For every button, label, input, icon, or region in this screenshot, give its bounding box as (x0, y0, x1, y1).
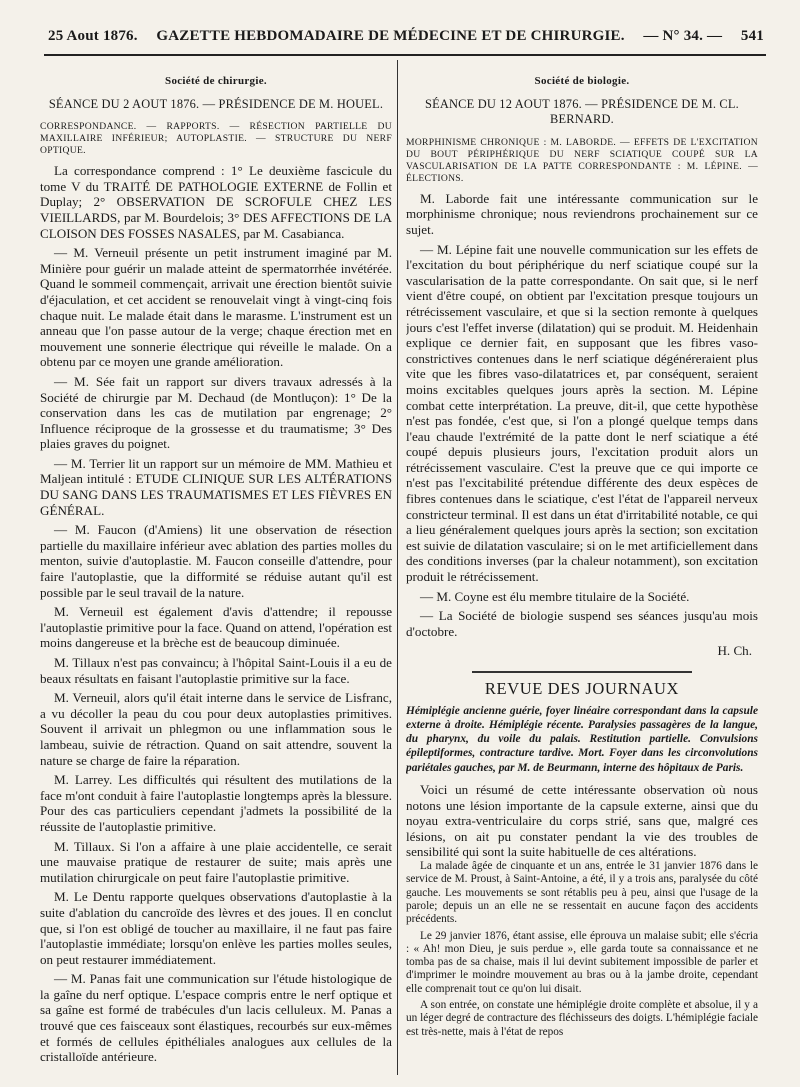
left-column (40, 64, 392, 1074)
paragraph: M. Larrey. Les difficultés qui résultent des mutilations de la face m'ont conduit à faire l'autoplastie longtemps après la blessure. Pour des cas particuliers cependant j'admets la possibilité de la réussite de l'autoplastie primitive. (40, 772, 392, 834)
case-paragraph: La malade âgée de cinquante et un ans, entrée le 31 janvier 1876 dans le service de M. Proust, à Saint-Antoine, a été, il y a trois ans, paralysée du côté gauche. Les mouvements se sont rétablis peu à peu, ainsi que l'usage de la parole; depuis un an elle ne se ressentait en aucune façon des accidents précédents. (406, 860, 758, 926)
case-paragraph: Le 29 janvier 1876, étant assise, elle éprouva un malaise subit; elle s'écria : « Ah! mon Dieu, je suis perdue », elle garda toute sa connaissance et ne tomba pas de sa chaise, mais il lui devint subitement impossible de parler et d'imprimer le moindre mouvement au bras ou à la jambe droite, cependant elle comprenait tout ce qu'on lui disait. (406, 929, 758, 995)
paragraph: M. Le Dentu rapporte quelques observations d'autoplastie à la suite d'ablation du cancroïde des lèvres et des joues. Il en conclut que, si l'on est obligé de toucher au maxillaire, il ne faut pas faire l'autoplastie immédiate; lorsqu'on enlève les parties molles seules, on peut restaurer immédiatement. (40, 889, 392, 967)
paragraph: M. Verneuil, alors qu'il était interne dans le service de Lisfranc, a vu décoller la peau du cou pour deux autoplasties primitives. Souvent il arrivait un phlegmon ou une inflammation sous le lambeau, suivie de rétraction. Quand on sait attendre, souvent la nature se charge de faire la réparation. (40, 690, 392, 768)
header-title: GAZETTE HEBDOMADAIRE DE MÉDECINE ET DE CHIRURGIE. (156, 28, 625, 44)
case-paragraph: A son entrée, on constate une hémiplégie droite complète et absolue, il y a un léger degré de contracture des fléchisseurs des doigts. L'hémiplégie faciale est très-nette, mais à l'état de repos (406, 999, 758, 1038)
header-page-number: 541 (740, 28, 764, 44)
page-header (48, 28, 764, 52)
seance-line-chirurgie: SÉANCE DU 2 AOUT 1876. — PRÉSIDENCE DE M. HOUEL. (48, 96, 384, 111)
column-divider (397, 60, 398, 1075)
paragraph: — M. Terrier lit un rapport sur un mémoire de MM. Mathieu et Maljean intitulé : ETUDE CLINIQUE SUR LES ALTÉRATIONS DU SANG DANS LES TRAUMATISMES ET LES FIÈVRES EN GÉNÉRAL. (40, 455, 392, 518)
header-date: 25 Aout 1876. (48, 28, 138, 44)
paragraph: M. Tillaux n'est pas convaincu; à l'hôpital Saint-Louis il a eu de beaux résultats en faisant l'autoplastie primitive sur la face. (40, 655, 392, 686)
section-title-chirurgie: Société de chirurgie. (165, 75, 267, 87)
signature: H. Ch. (717, 643, 752, 659)
paragraph: — M. Lépine fait une nouvelle communication sur les effets de l'excitation du bout périphérique du nerf sciatique coupé sur la vascularisation de la patte correspondante. On sait que, si le nerf vient d'être coupé, on obtient par l'excitation presque toujours un rétrécissement vasculaire, et que si la section remonte à quelques jours c'est l'effet inverse (dilatation) qui se produit. M. Heidenhain explique ce dernier fait, en supposant que les fibres vaso-constrictives contenues dans le nerf sciatique dégénéreraient plus vite que les fibres vaso-dilatatrices et, par conséquent, seraient moins excitables quelques jours après la section. M. Lépine combat cette interprétation. La preuve, dit-il, que cette hypothèse n'est pas fondée, c'est que, si l'on a plongé quelque temps dans l'eau chaude l'extrémité de la patte dont le nerf sciatique a été coupé depuis plusieurs jours, l'excitation produit alors un rétrécissement vasculaire. C'est la preuve que ce qui importe ce n'est pas l'excitabilité prétendue différente des deux espèces de fibres contenues dans le sciatique, c'est l'état de l'appareil nerveux constricteur terminal. Il est dans un état d'irritabilité notable, ce qui a lieu généralement quelques jours après la section; son excitation est suivie de dilatation vasculaire; si on le met artificiellement dans des conditions inverses (par la chaleur notamment), son excitation produit le rétrécissement. (406, 241, 758, 585)
paragraph: M. Tillaux. Si l'on a affaire à une plaie accidentelle, ce serait une mauvaise pratique de restaurer de suite; mais après une mutilation chirurgicale on peut faire l'autoplastie primitive. (40, 838, 392, 885)
paragraph: M. Laborde fait une intéressante communication sur le morphinisme chronique; nous reviendrons prochainement sur ce sujet. (406, 190, 758, 237)
paragraph: — M. Faucon (d'Amiens) lit une observation de résection partielle du maxillaire inférieur avec ablation des parties molles du menton, suivie d'autoplastie. M. Faucon conseille d'attendre, pour faire l'autoplastie, que la difformité se réduise autant qu'il est possible par le seul travail de la nature. (40, 522, 392, 600)
summary-biologie: MORPHINISME CHRONIQUE : M. LABORDE. — EFFETS DE L'EXCITATION DU BOUT PÉRIPHÉRIQUE DU NERF SCIATIQUE COUPÉ SUR LA VASCULARISATION DE LA PATTE CORRESPONDANTE : M. LÉPINE. — ÉLECTIONS. (406, 136, 758, 184)
paragraph: — La Société de biologie suspend ses séances jusqu'au mois d'octobre. (406, 608, 758, 639)
revue-subtitle: Hémiplégie ancienne guérie, foyer linéaire correspondant dans la capsule externe à droite. Hémiplégie récente. Paralysies passagères de la langue, du pharynx, du voile du palais. Restitution partielle. Convulsions épileptiformes, contracture tardive. Mort. Foyer dans les circonvolutions pariétales gauches, par M. de Beurmann, interne des hôpitaux de Paris. (406, 704, 758, 774)
revue-intro: Voici un résumé de cette intéressante observation où nous notons une lésion importante de la capsule externe, ainsi que du noyau extra-ventriculaire du corps strié, sans que, malgré ces lésions, on ait pu constater pendant la vie des troubles de sensibilité qui sont la suite habituelle de ces altérations. (406, 782, 758, 860)
paragraph: M. Verneuil est également d'avis d'attendre; il repousse l'autoplastie primitive pour la face. Quand on attend, l'opération est moins dangereuse et la brèche est de beaucoup diminuée. (40, 604, 392, 651)
case-report (406, 860, 758, 1039)
section-title-biologie: Société de biologie. (534, 75, 630, 87)
paragraph: — M. Coyne est élu membre titulaire de la Société. (420, 588, 690, 604)
header-rule (44, 54, 766, 56)
header-issue: — N° 34. — (643, 28, 723, 44)
paragraph: — M. Sée fait un rapport sur divers travaux adressés à la Société de chirurgie par M. Dechaud (de Montluçon): 1° De la conservation dans les cas de mutilation par engrenage; 2° Influence réciproque de la grossesse et du traumatisme; 3° Des plaies graves du poignet. (40, 373, 392, 452)
summary-chirurgie: CORRESPONDANCE. — RAPPORTS. — RÉSECTION PARTIELLE DU MAXILLAIRE INFÉRIEUR; AUTOPLASTIE. — STRUCTURE DU NERF OPTIQUE. (40, 121, 392, 157)
paragraph: — M. Panas fait une communication sur l'étude histologique de la gaîne du nerf optique. L'espace compris entre le nerf optique et sa gaîne est formé de trabécules d'un lacis celluleux. M. Panas a trouvé que ces faisceaux sont élastiques, recourbés sur eux-mêmes et formés de cellules épithéliales analogues aux cellules de la cristalloïde antérieure. (40, 971, 392, 1065)
paragraph: — M. Verneuil présente un petit instrument imaginé par M. Minière pour guérir un malade atteint de spermatorrhée invétérée. Quand le sommeil commençait, arrivait une érection bientôt suivie d'éjaculation, et cet accident se renouvelait vingt à vingt-cinq fois chaque nuit. Le malade était dans le marasme. L'instrument est un anneau que l'on passe autour de la verge; chaque érection met en mouvement une sonnerie électrique qui réveille le malade. On a obtenu par ce moyen une grande amélioration. (40, 245, 392, 370)
right-column (406, 64, 758, 1074)
revue-title: REVUE DES JOURNAUX (484, 679, 680, 698)
paragraph: La correspondance comprend : 1° Le deuxième fascicule du tome V du TRAITÉ DE PATHOLOGIE EXTERNE de Follin et Duplay; 2° OBSERVATION DE SCROFULE CHEZ LES VIEILLARDS, par M. Bourdelois; 3° DES AFFECTIONS DE LA CLOISON DES FOSSES NASALES, par M. Casabianca. (40, 163, 392, 241)
section-rule (472, 671, 692, 673)
seance-line-biologie: SÉANCE DU 12 AOUT 1876. — PRÉSIDENCE DE M. CL. BERNARD. (425, 96, 739, 127)
